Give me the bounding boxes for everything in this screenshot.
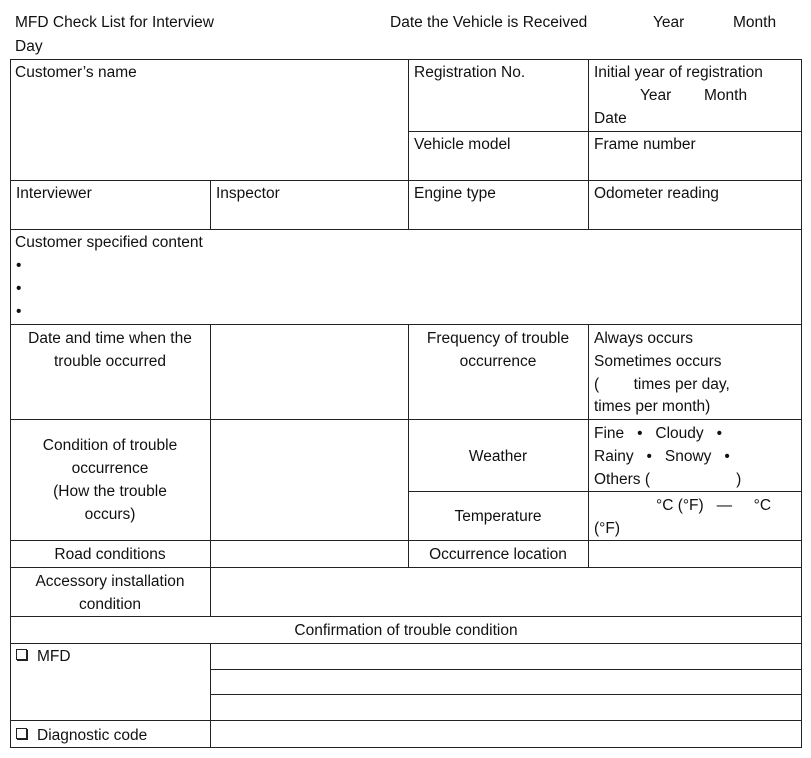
frequency-option: times per month)	[594, 398, 711, 415]
initial-registration-year: Year	[640, 87, 672, 104]
form-title: MFD Check List for Interview	[15, 14, 214, 31]
interviewer-label: Interviewer	[16, 185, 92, 202]
initial-registration-date: Date	[594, 110, 627, 127]
occurrence-location-label: Occurrence location	[429, 546, 567, 563]
diagnostic-code-checkbox[interactable]	[16, 728, 27, 739]
frequency-option: Always occurs	[594, 330, 694, 347]
inspector-label: Inspector	[216, 185, 280, 202]
frequency-label	[408, 327, 588, 373]
bullet-item: •	[16, 303, 22, 320]
weather-label: Weather	[468, 448, 528, 465]
registration-no-label: Registration No.	[414, 64, 526, 81]
received-month-label: Month	[733, 14, 777, 31]
trouble-time-line: trouble occurred	[53, 353, 166, 370]
bullet-item: •	[16, 257, 22, 274]
condition-line: (How the trouble	[53, 483, 167, 500]
customer-content-label: Customer specified content	[15, 234, 203, 251]
weather-options: Rainy • Snowy •	[594, 448, 730, 465]
condition-line: occurrence	[71, 460, 149, 477]
bullet-item: •	[16, 280, 22, 297]
temperature-range: °C (°F) — °C	[656, 497, 772, 514]
received-date-label: Date the Vehicle is Received	[390, 14, 588, 31]
odometer-label: Odometer reading	[594, 185, 719, 202]
trouble-time-label	[10, 327, 210, 373]
initial-registration-month: Month	[704, 87, 748, 104]
condition-line: occurs)	[84, 506, 136, 523]
temperature-label: Temperature	[454, 508, 542, 525]
accessory-line: Accessory installation	[35, 573, 185, 590]
received-day-label: Day	[15, 38, 43, 55]
mfd-checkbox-row[interactable]	[16, 645, 71, 668]
frequency-line: Frequency of trouble	[426, 330, 570, 347]
engine-type-label: Engine type	[414, 185, 496, 202]
frequency-option: Sometimes occurs	[594, 353, 722, 370]
confirmation-heading: Confirmation of trouble condition	[294, 622, 518, 639]
accessory-label	[10, 570, 210, 616]
accessory-line: condition	[78, 596, 142, 613]
road-conditions-label: Road conditions	[54, 546, 166, 563]
temperature-unit: (°F)	[594, 520, 620, 537]
mfd-checkbox[interactable]	[16, 649, 27, 660]
diagnostic-checkbox-row[interactable]	[16, 724, 147, 747]
received-year-label: Year	[653, 14, 685, 31]
customer-name-label: Customer’s name	[15, 64, 137, 81]
vehicle-model-label: Vehicle model	[414, 136, 511, 153]
initial-registration-label: Initial year of registration	[594, 64, 763, 81]
weather-options: Others ( )	[594, 471, 742, 488]
trouble-time-line: Date and time when the	[28, 330, 192, 347]
weather-options: Fine • Cloudy •	[594, 425, 723, 442]
frequency-option: ( times per day,	[594, 376, 730, 393]
diagnostic-code-label: Diagnostic code	[37, 727, 148, 744]
frequency-line: occurrence	[459, 353, 537, 370]
condition-line: Condition of trouble	[42, 437, 178, 454]
frame-number-label: Frame number	[594, 136, 696, 153]
mfd-label: MFD	[37, 648, 71, 665]
condition-label	[10, 434, 210, 526]
